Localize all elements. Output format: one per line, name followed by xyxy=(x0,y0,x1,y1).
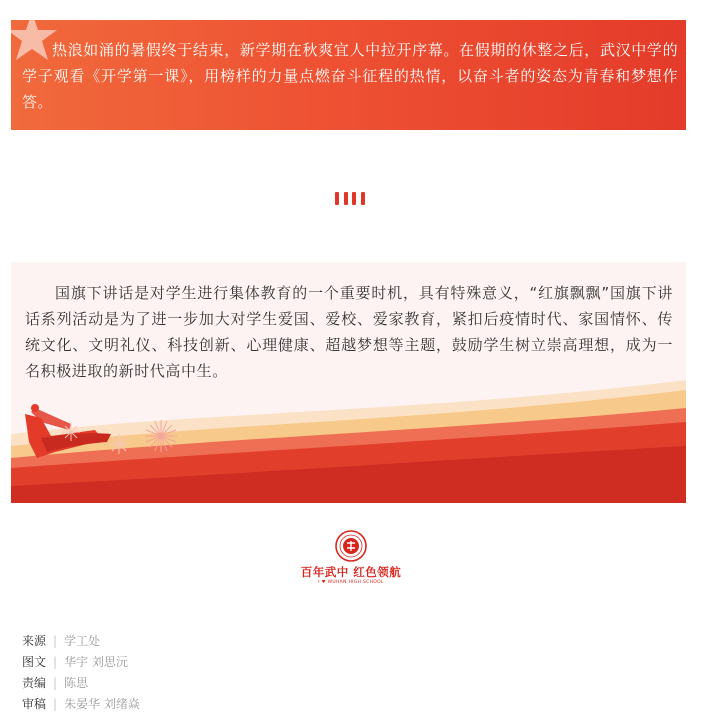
credit-separator: | xyxy=(53,697,58,711)
credit-row-text-image xyxy=(22,652,422,673)
school-logo xyxy=(290,530,412,590)
credits-block xyxy=(22,631,422,715)
credit-value: 朱晏华 刘绪焱 xyxy=(64,697,140,711)
section-divider-icon xyxy=(335,192,365,206)
intro-banner xyxy=(11,20,686,130)
credit-separator: | xyxy=(53,634,58,648)
credit-label: 图文 xyxy=(22,655,47,669)
logo-slogan: 百年武中 红色领航 xyxy=(300,565,402,579)
credit-value: 陈思 xyxy=(64,676,89,690)
credit-row-editor xyxy=(22,673,422,694)
credit-label: 来源 xyxy=(22,634,47,648)
credit-value: 华宇 刘思沅 xyxy=(64,655,128,669)
credit-separator: | xyxy=(53,676,58,690)
credit-row-source xyxy=(22,631,422,652)
credit-row-reviewer xyxy=(22,694,422,715)
credit-value: 学工处 xyxy=(64,634,101,648)
logo-subtitle: I ♥ WUHAN HIGH SCHOOL xyxy=(318,580,384,585)
credit-separator: | xyxy=(53,655,58,669)
speech-card xyxy=(11,262,686,503)
intro-paragraph: 热浪如涌的暑假终于结束，新学期在秋爽宜人中拉开序幕。在假期的休整之后，武汉中学的学子观看《开学第一课》，用榜样的力量点燃奋斗征程的热情，以奋斗者的姿态为青春和梦想作答。 xyxy=(22,41,678,111)
credit-label: 责编 xyxy=(22,676,47,690)
red-ribbon-illustration xyxy=(11,262,686,503)
speech-paragraph: 国旗下讲话是对学生进行集体教育的一个重要时机，具有特殊意义，“红旗飘飘”国旗下讲话系列活动是为了进一步加大对学生爱国、爱校、爱家教育，紧扣后疫情时代、家国情怀、传统文化、文明礼仪、科技创新、心理健康、超越梦想等主题，鼓励学生树立崇高理想，成为一名积极进取的新时代高中生。 xyxy=(25,284,673,380)
school-seal-icon xyxy=(335,530,367,562)
credit-label: 审稿 xyxy=(22,697,47,711)
